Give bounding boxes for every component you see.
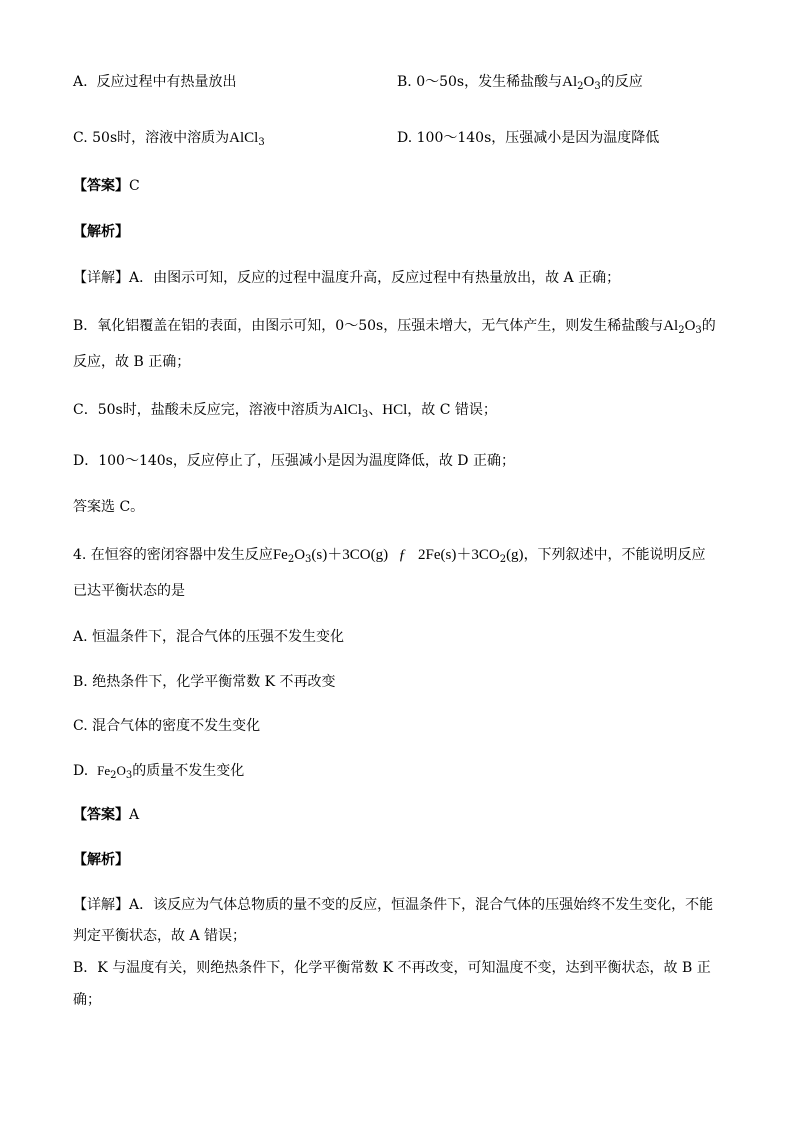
detail-line: 判定平衡状态，故 A 错误； (73, 928, 247, 944)
answer-line: 【答案】A (73, 807, 140, 823)
question-4-line-2: 已达平衡状态的是 (73, 583, 185, 599)
detail-line: 【详解】A．该反应为气体总物质的量不变的反应，恒温条件下，混合气体的压强始终不发生变化，不能 (73, 897, 714, 913)
q4-option-b: B. 绝热条件下，化学平衡常数 K 不再改变 (73, 674, 336, 690)
q4-option-c: C. 混合气体的密度不发生变化 (73, 718, 261, 734)
option-d: D. 100～140s，压强减小是因为温度降低 (397, 130, 660, 146)
answer-line: 【答案】C (73, 178, 140, 194)
detail-line: 【详解】A．由图示可知，反应的过程中温度升高，反应过程中有热量放出，故 A 正确； (73, 270, 621, 286)
analysis-heading: 【解析】 (73, 852, 129, 868)
option-a: A. 反应过程中有热量放出 (73, 74, 237, 90)
conclusion-line: 答案选 C。 (73, 499, 145, 515)
detail-line: D．100～140s，反应停止了，压强减小是因为温度降低，故 D 正确； (73, 453, 515, 469)
equilibrium-arrow: ƒ (398, 547, 407, 563)
detail-line: 反应，故 B 正确； (73, 354, 191, 370)
detail-line: 确； (73, 992, 101, 1008)
option-b: B. 0～50s，发生稀盐酸与$Al_2O_3$的反应 (397, 74, 643, 92)
detail-line: B．K 与温度有关，则绝热条件下，化学平衡常数 K 不再改变，可知温度不变，达到平衡状态，故 B 正 (73, 960, 711, 976)
detail-line: B．氧化铝覆盖在铝的表面，由图示可知，0～50s，压强未增大，无气体产生，则发生稀盐酸与$Al_2O_3$的 (73, 318, 716, 336)
detail-line: C．50s时，盐酸未反应完，溶液中溶质为AlCl$_3$、HCl，故 C 错误； (73, 402, 497, 420)
analysis-heading: 【解析】 (73, 224, 129, 240)
q4-option-d: D. $Fe_2O_3$的质量不发生变化 (73, 763, 245, 781)
option-c: C. 50s时，溶液中溶质为AlCl$_3$ (73, 130, 265, 148)
question-4: 4. 在恒容的密闭容器中发生反应$Fe_2O_3(s)+3CO(g)$ ƒ $2Fe(s)+3CO_2(g)$，下列叙述中，不能说明反应 (73, 547, 706, 565)
q4-option-a: A. 恒温条件下，混合气体的压强不发生变化 (73, 629, 345, 645)
